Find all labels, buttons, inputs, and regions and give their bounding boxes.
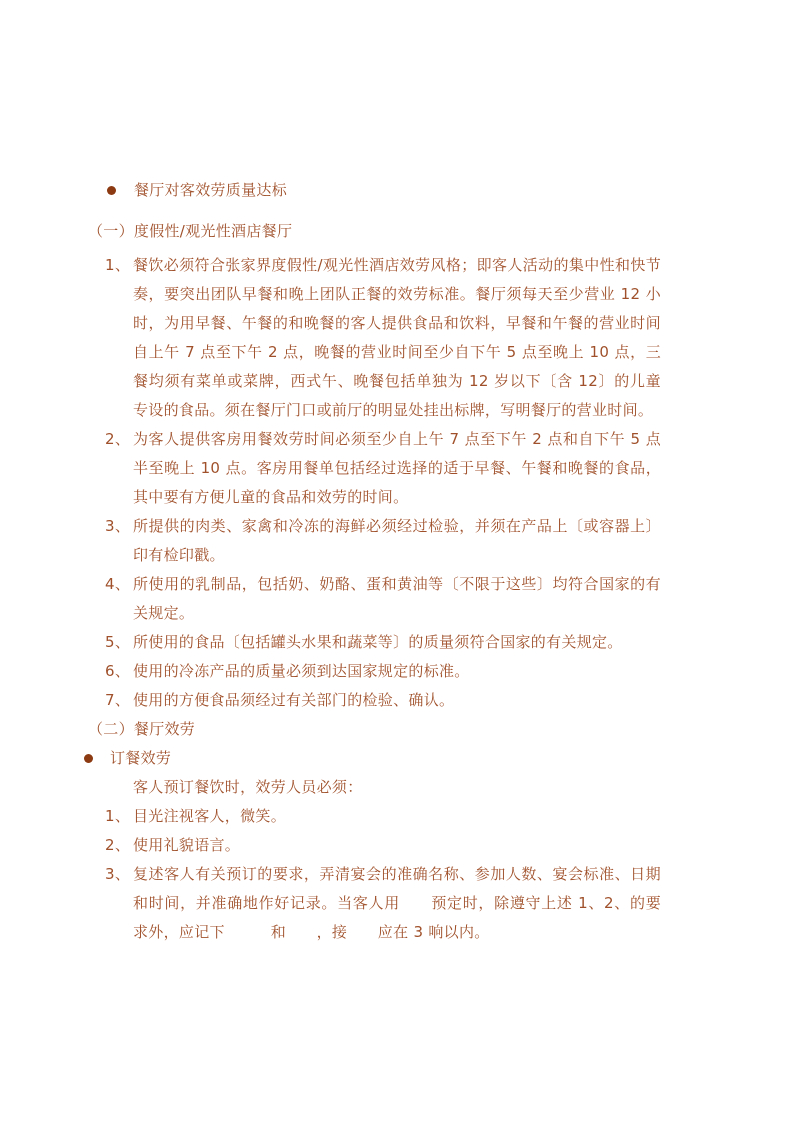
item-number: 2、: [105, 430, 131, 448]
document-content: [0, 176, 794, 947]
item-text: 复述客人有关预订的要求，弄清宴会的准确名称、参加人数、宴会标准、日期和时间，并准确地作好记录。当客人用 预定时，除遵守上述 1、2、的要求外，应记下 和 ，接 应在 3 响以内。: [133, 865, 661, 941]
subsection-heading-restaurant-service: （二）餐厅效劳: [88, 720, 196, 738]
numbered-list-reservation-steps: [105, 802, 661, 947]
item-number: 2、: [105, 836, 131, 854]
list-item: [105, 802, 661, 831]
section-heading-text: 餐厅对客效劳质量达标: [134, 181, 288, 199]
item-text: 使用礼貌语言。: [133, 836, 241, 854]
list-item: [105, 570, 661, 628]
item-text: 使用的方便食品须经过有关部门的检验、确认。: [133, 691, 455, 709]
item-number: 7、: [105, 691, 131, 709]
item-number: 3、: [105, 517, 131, 535]
bullet-icon: [107, 186, 116, 195]
item-text: 餐饮必须符合张家界度假性/观光性酒店效劳风格；即客人活动的集中性和快节奏，要突出团队早餐和晚上团队正餐的效劳标准。餐厅须每天至少营业 12 小时，为用早餐、午餐的和晚餐的客人提供食品和饮料，早餐和午餐的营业时间自上午 7 点至下午 2 点，晚餐的营业时间至少自下午 5 点至晚上 10 点，三餐均须有菜单或菜牌，西式午、晚餐包括单独为 12 岁以下〔含 12〕的儿童专设的食品。须在餐厅门口或前厅的明显处挂出标牌，写明餐厅的营业时间。: [133, 256, 661, 419]
item-text: 为客人提供客房用餐效劳时间必须至少自上午 7 点至下午 2 点和自下午 5 点半至晚上 10 点。客房用餐单包括经过选择的适于早餐、午餐和晚餐的食品，其中要有方便儿童的食品和效劳的时间。: [133, 430, 661, 506]
list-item: [105, 512, 661, 570]
item-number: 1、: [105, 256, 131, 274]
item-text: 所提供的肉类、家禽和冷冻的海鲜必须经过检验，并须在产品上〔或容器上〕印有检印戳。: [133, 517, 661, 564]
section-heading-text: 订餐效劳: [110, 749, 172, 767]
item-number: 5、: [105, 633, 131, 651]
reservation-intro-text: 客人预订餐饮时，效劳人员必须：: [133, 778, 363, 796]
list-item: [105, 251, 661, 425]
list-item: [105, 657, 661, 686]
list-item: [105, 425, 661, 512]
list-item: [105, 860, 661, 947]
section-heading-reservation-service: [0, 744, 794, 773]
subsection-heading-resort-hotel-restaurant: （一）度假性/观光性酒店餐厅: [88, 222, 293, 240]
item-text: 所使用的乳制品，包括奶、奶酪、蛋和黄油等〔不限于这些〕均符合国家的有关规定。: [133, 575, 661, 622]
list-item: [105, 628, 661, 657]
bullet-icon: [84, 754, 93, 763]
item-text: 使用的冷冻产品的质量必须到达国家规定的标准。: [133, 662, 470, 680]
item-text: 所使用的食品〔包括罐头水果和蔬菜等〕的质量须符合国家的有关规定。: [133, 633, 623, 651]
item-text: 目光注视客人，微笑。: [133, 807, 287, 825]
item-number: 1、: [105, 807, 131, 825]
item-number: 6、: [105, 662, 131, 680]
numbered-list-restaurant-standards: [105, 251, 661, 715]
list-item: [105, 686, 661, 715]
list-item: [105, 831, 661, 860]
item-number: 3、: [105, 865, 131, 883]
section-heading-service-quality: [0, 176, 794, 205]
item-number: 4、: [105, 575, 131, 593]
